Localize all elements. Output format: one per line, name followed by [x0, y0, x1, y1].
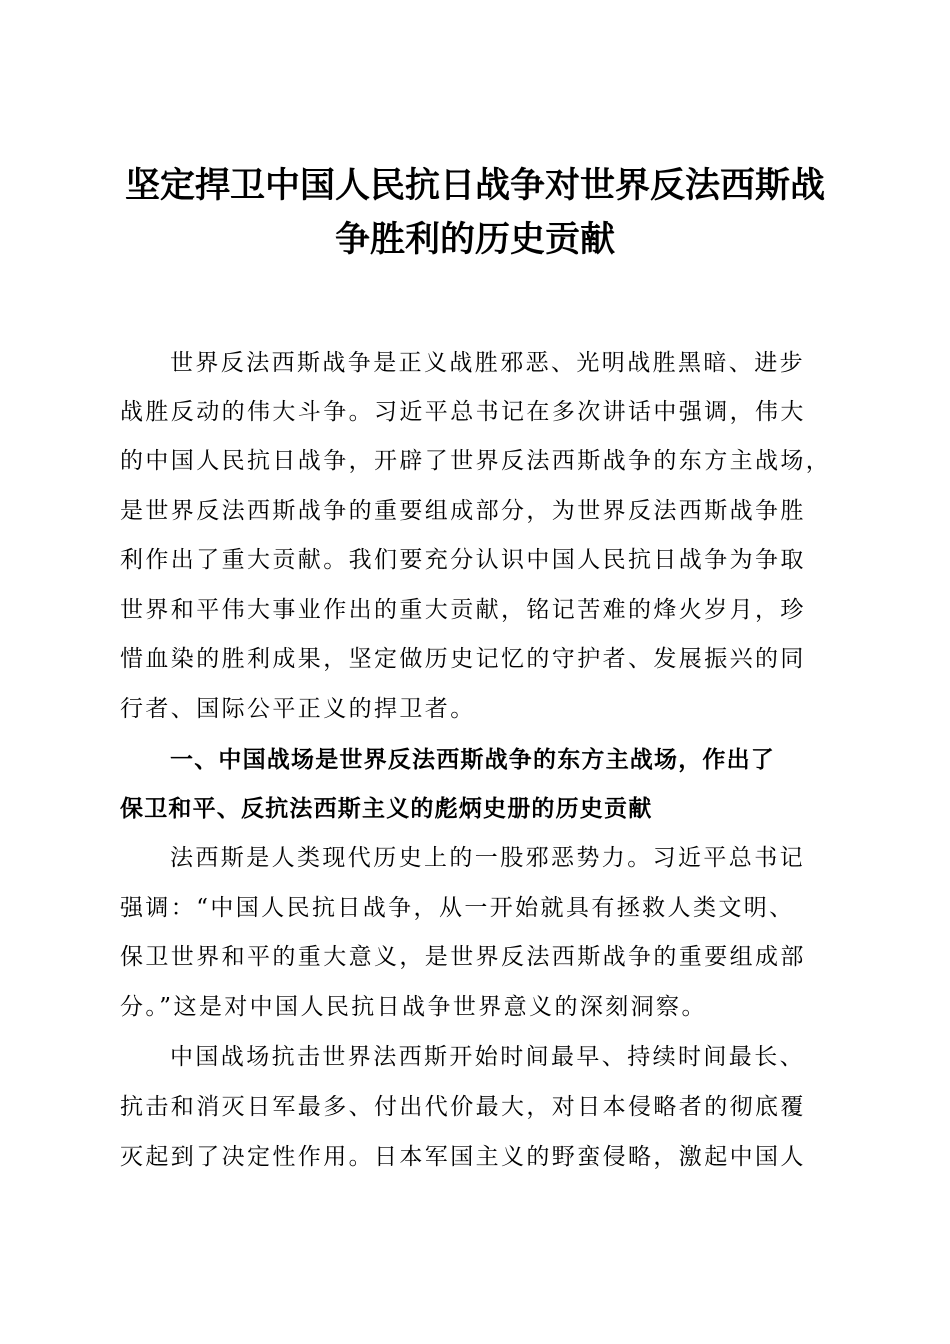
paragraph-line: 分。”这是对中国人民抗日战争世界意义的深刻洞察。	[120, 994, 707, 1020]
paragraph-line: 世界反法西斯战争是正义战胜邪恶、光明战胜黑暗、进步	[170, 350, 805, 376]
paragraph-line: 中国战场抗击世界法西斯开始时间最早、持续时间最长、	[170, 1044, 805, 1070]
paragraph-line: 利作出了重大贡献。我们要充分认识中国人民抗日战争为争取	[120, 547, 806, 573]
paragraph-line: 抗击和消灭日军最多、付出代价最大，对日本侵略者的彻底覆	[120, 1094, 806, 1120]
paragraph-line: 强调：“中国人民抗日战争，从一开始就具有拯救人类文明、	[120, 895, 795, 921]
paragraph-line: 世界和平伟大事业作出的重大贡献，铭记苦难的烽火岁月，珍	[120, 597, 806, 623]
paragraph-line: 战胜反动的伟大斗争。习近平总书记在多次讲话中强调，伟大	[120, 399, 806, 425]
heading-line: 一、中国战场是世界反法西斯战争的东方主战场，作出了	[170, 747, 775, 773]
paragraph-line: 行者、国际公平正义的捍卫者。	[120, 696, 476, 722]
document-title-line-1: 坚定捍卫中国人民抗日战争对世界反法西斯战	[124, 165, 825, 206]
paragraph-line: 保卫世界和平的重大意义，是世界反法西斯战争的重要组成部	[120, 944, 806, 970]
paragraph-line: 法西斯是人类现代历史上的一股邪恶势力。习近平总书记	[170, 845, 805, 871]
heading-line: 保卫和平、反抗法西斯主义的彪炳史册的历史贡献	[120, 796, 653, 822]
document-title-line-2: 争胜利的历史贡献	[334, 219, 615, 260]
paragraph-line: 是世界反法西斯战争的重要组成部分，为世界反法西斯战争胜	[120, 498, 806, 524]
paragraph-line: 灭起到了决定性作用。日本军国主义的野蛮侵略，激起中国人	[120, 1144, 806, 1170]
paragraph-line: 惜血染的胜利成果，坚定做历史记忆的守护者、发展振兴的同	[120, 646, 806, 672]
paragraph-line: 的中国人民抗日战争，开辟了世界反法西斯战争的东方主战场，	[120, 448, 832, 474]
